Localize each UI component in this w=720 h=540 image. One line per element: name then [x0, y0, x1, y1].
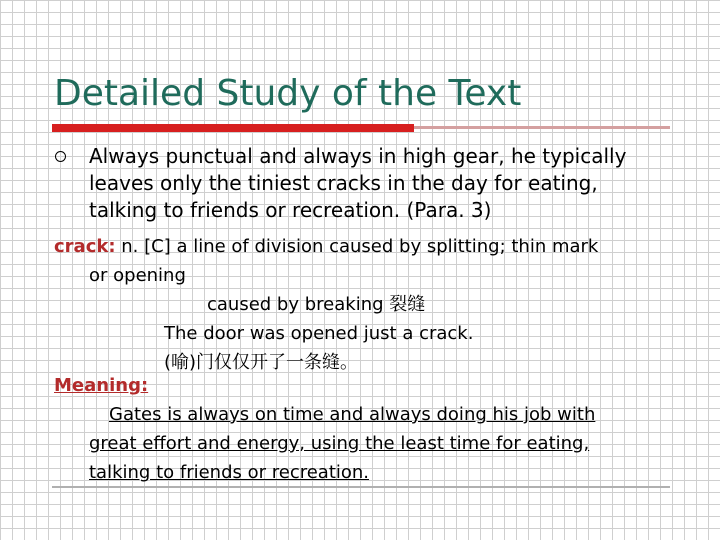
- example-english: The door was opened just a crack.: [164, 323, 474, 344]
- meaning-text: [54, 400, 669, 487]
- meaning-block: [54, 371, 694, 487]
- definition-block: [54, 232, 694, 377]
- definition-line-1: [54, 232, 694, 261]
- title-underline-accent: [52, 124, 414, 132]
- bottom-divider: [52, 486, 670, 488]
- meaning-line-2: great effort and energy, using the least time for eating,: [89, 433, 590, 454]
- meaning-line-3: talking to friends or recreation.: [89, 462, 370, 483]
- meaning-line-1: Gates is always on time and always doing his job with: [109, 404, 596, 425]
- quoted-sentence: Always punctual and always in high gear, he typically leaves only the tiniest cracks in the day for eating, talking to friends or recreation. (Para. 3): [89, 144, 627, 222]
- definition-term: crack:: [54, 236, 116, 257]
- title-underline-rule: [414, 126, 670, 129]
- bullet-circle-icon: [55, 151, 66, 162]
- example-chinese: (喻)门仅仅开了一条缝。: [164, 352, 359, 373]
- meaning-label: Meaning:: [54, 375, 149, 396]
- definition-line-2: or opening: [89, 265, 186, 286]
- definition-line-3: caused by breaking 裂缝: [207, 294, 426, 315]
- slide-title: Detailed Study of the Text: [54, 73, 522, 114]
- definition-text: n. [C] a line of division caused by splitting; thin mark: [115, 236, 599, 257]
